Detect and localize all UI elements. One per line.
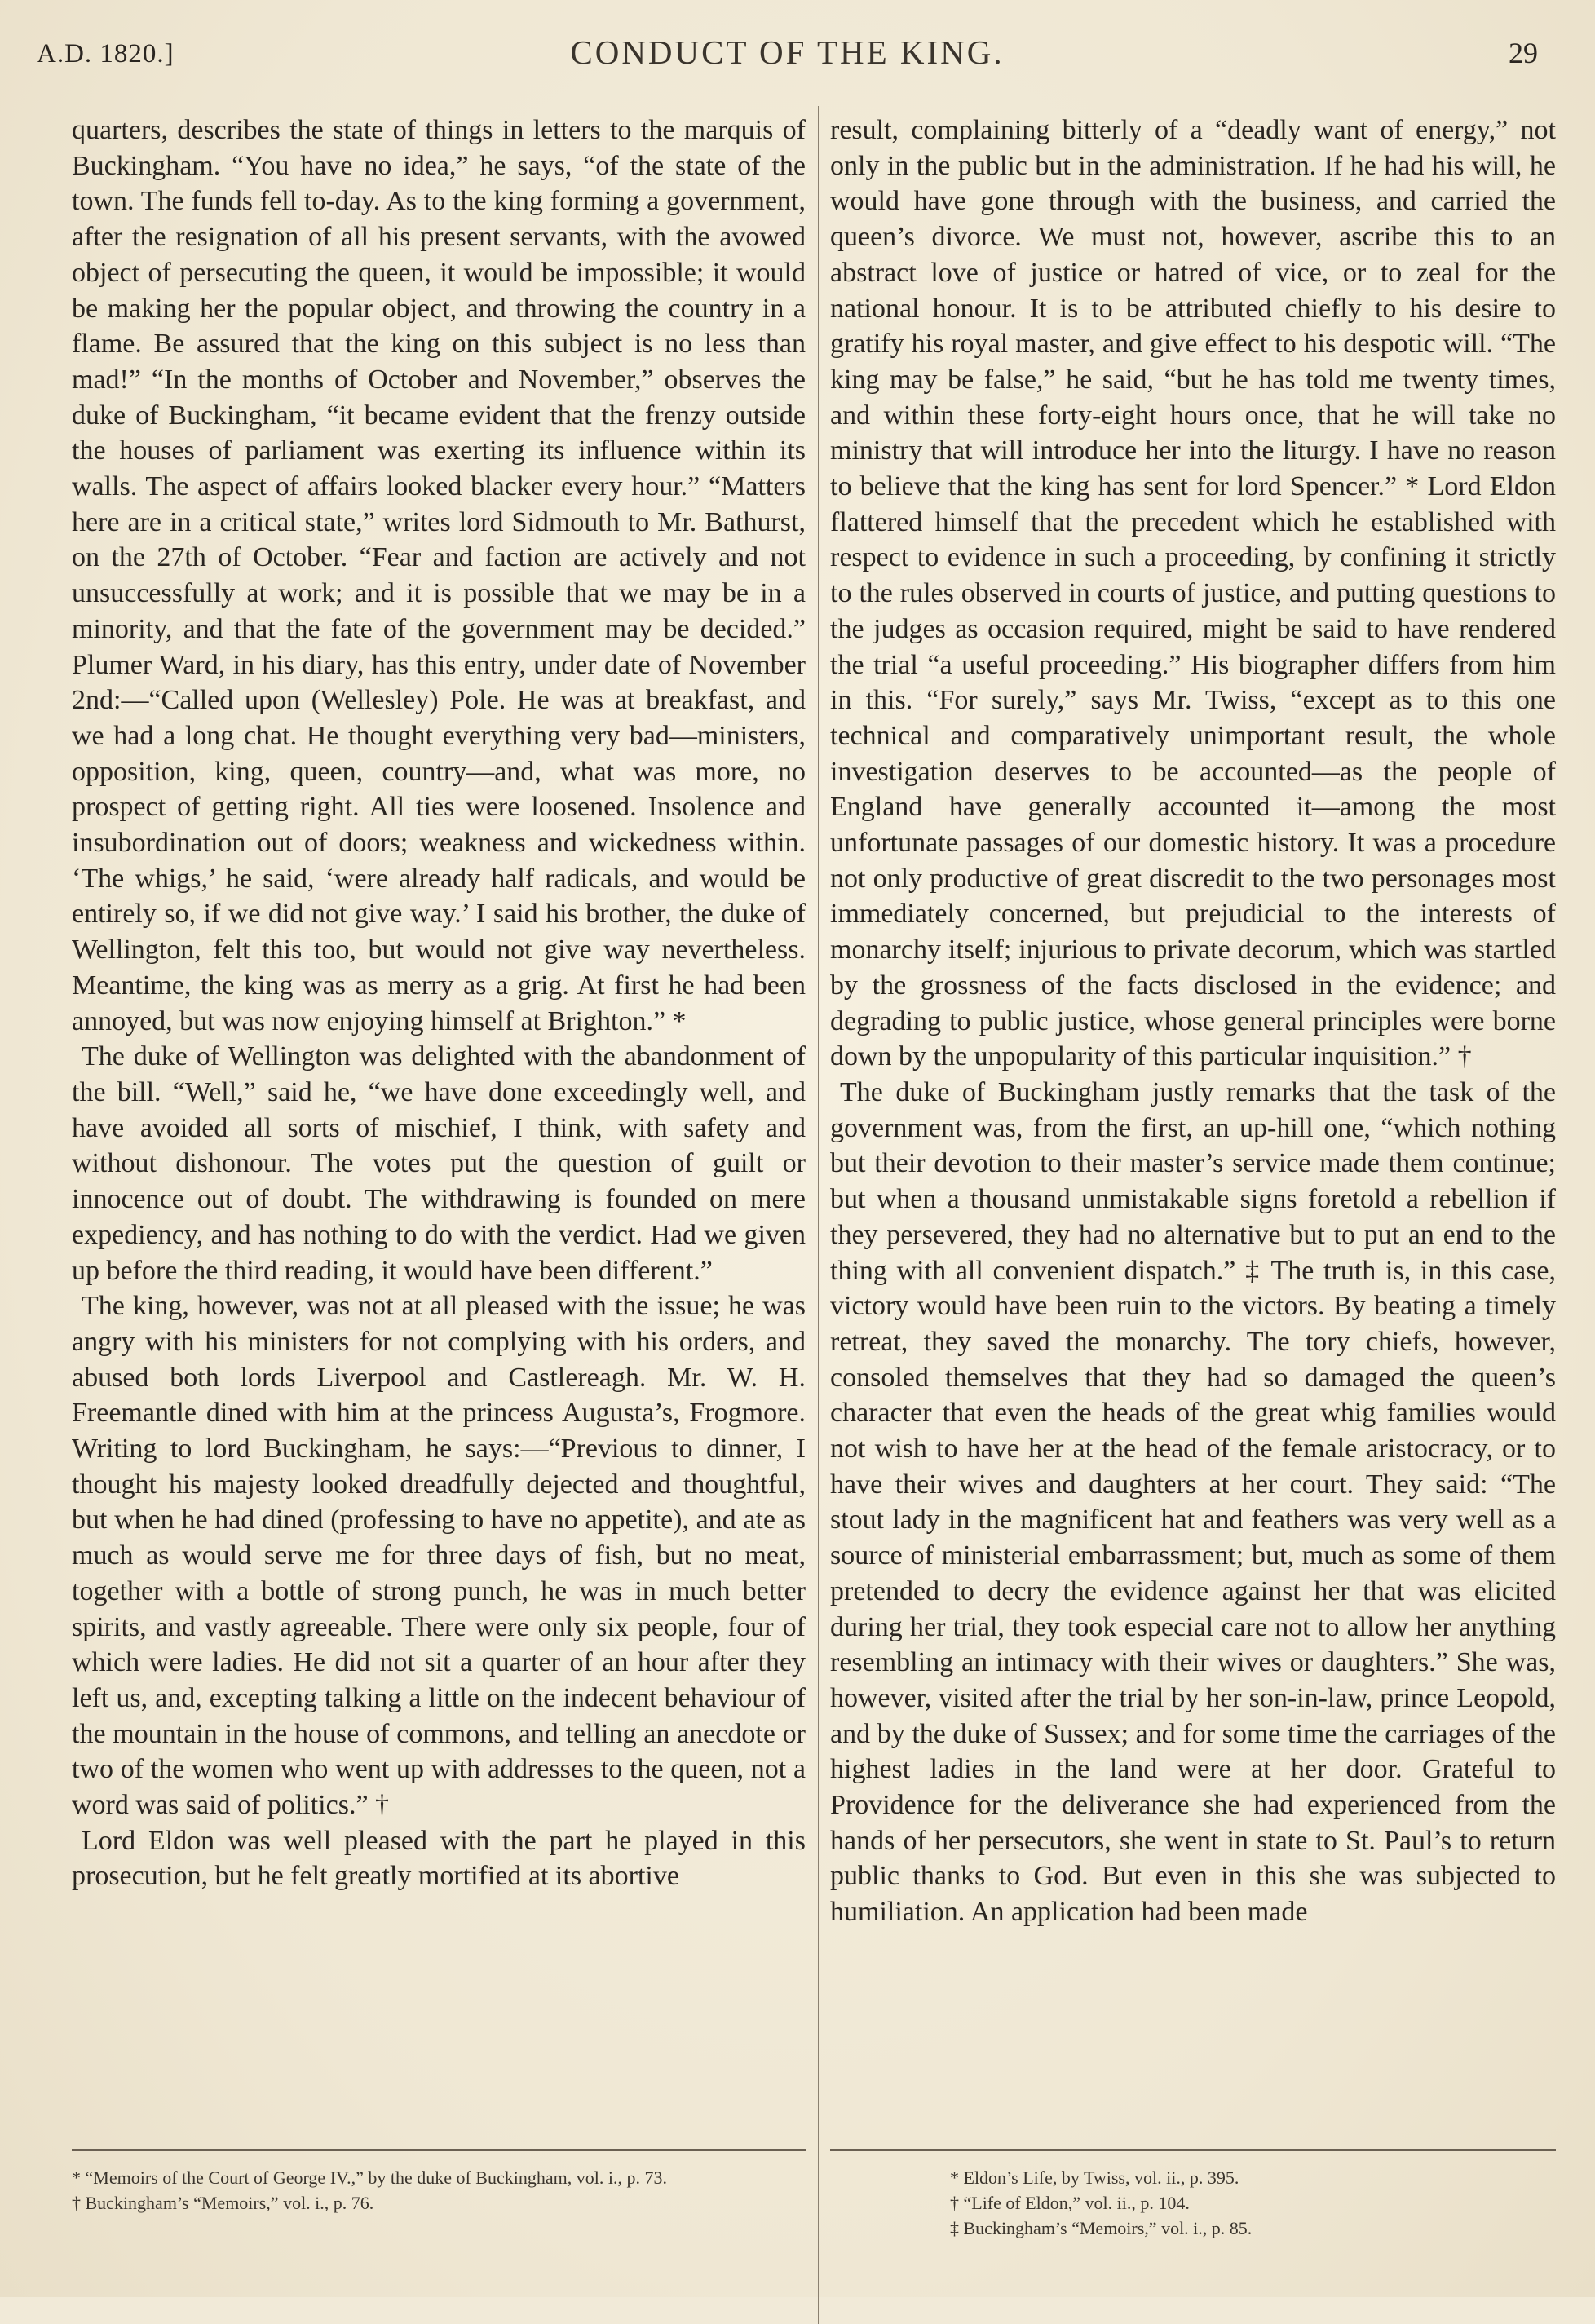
right-column [830, 113, 1556, 2138]
footnote-left-1: * “Memoirs of the Court of George IV.,” by the duke of Buckingham, vol. i., p. 73. [72, 2167, 667, 2188]
footnotes-left [72, 2165, 806, 2216]
running-header [37, 33, 1538, 82]
footnote-right-3: ‡ Buckingham’s “Memoirs,” vol. i., p. 85. [950, 2218, 1253, 2238]
header-title: CONDUCT OF THE KING. [570, 33, 1005, 71]
left-paragraph-3: The king, however, was not at all pleased with the issue; he was angry with his ministers for not complying with his orders, and abused both lords Liverpool and Castlereagh. Mr. W. H. Freemantle dined with him at the princess Augusta’s, Frogmore. Writing to lord Buckingham, he says:—“Previous to dinner, I thought his majesty looked dreadfully dejected and thoughtful, but when he had dined (professing to have no appetite), and ate as much as would serve me for three days of fish, but no meat, together with a bottle of strong punch, he was in much better spirits, and vastly agreeable. There were only six people, four of which were ladies. He did not sit a quarter of an hour after they left us, and, excepting talking a little on the indecent behaviour of the mountain in the house of commons, and telling an anecdote or two of the women who went up with addresses to the queen, not a word was said of politics.” † [72, 1291, 806, 1821]
left-column [72, 113, 806, 2138]
footnotes-right [950, 2165, 1521, 2241]
footnote-rule-right [830, 2149, 1556, 2151]
header-year: A.D. 1820.] [37, 39, 175, 68]
page-number: 29 [1509, 37, 1538, 69]
column-divider [818, 106, 819, 2324]
footnote-left-2: † Buckingham’s “Memoirs,” vol. i., p. 76. [72, 2193, 374, 2213]
footnote-right-1: * Eldon’s Life, by Twiss, vol. ii., p. 395. [950, 2167, 1239, 2188]
right-paragraph-2: The duke of Buckingham justly remarks that the task of the government was, from the first, an up-hill one, “which nothing but their devotion to their master’s service made them continue; but when a thousand unmistakable signs foretold a rebellion if they persevered, they had no alternative but to put an end to the thing with all convenient dispatch.” ‡ The truth is, in this case, victory would have been ruin to the victors. By beating a timely retreat, they saved the monarchy. The tory chiefs, however, consoled themselves that they had so damaged the queen’s character that even the heads of the great whig families would not wish to have her at the head of the female aristocracy, or to have their wives and daughters at her court. They said: “The stout lady in the magnificent hat and feathers was very well as a source of ministerial embarrassment; but, much as some of them pretended to decry the evidence against her that was elicited during her trial, they took especial care not to allow her anything resembling an intimacy with their wives or daughters.” She was, however, visited after the trial by her son-in-law, prince Leopold, and by the duke of Sussex; and for some time the carriages of the highest ladies in the land were at her door. Grateful to Providence for the deliverance she had experienced from the hands of her persecutors, she went in state to St. Paul’s to return public thanks to God. But even in this she was subjected to humiliation. An application had been made [830, 1076, 1556, 1928]
left-paragraph-4: Lord Eldon was well pleased with the part he played in this prosecution, but he felt greatly mortified at its abortive [72, 1825, 806, 1892]
footnote-right-2: † “Life of Eldon,” vol. ii., p. 104. [950, 2193, 1190, 2213]
footnote-rule-left [72, 2149, 806, 2151]
right-paragraph-1: result, complaining bitterly of a “deadly want of energy,” not only in the public but in the administration. If he had his will, he would have gone through with the business, and carried the queen’s divorce. We must not, however, ascribe this to an abstract love of justice or hatred of vice, or to zeal for the national honour. It is to be attributed chiefly to his desire to gratify his royal master, and give effect to his despotic will. “The king may be false,” he said, “but he has told me twenty times, and within these forty-eight hours once, that he will take no ministry that will introduce her into the liturgy. I have no reason to believe that the king has sent for lord Spencer.” * Lord Eldon flattered himself that the precedent which he established with respect to evidence in such a proceeding, by confining it strictly to the rules observed in courts of justice, and putting questions to the judges as occasion required, might be said to have rendered the trial “a useful proceeding.” His biographer differs from him in this. “For surely,” says Mr. Twiss, “except as to this one technical and comparatively unimportant result, the whole investigation deserves to be accounted—as the people of England have generally accounted it—among the most unfortunate passages of our domestic history. It was a procedure not only productive of great discredit to the two personages most immediately concerned, but prejudicial to the interests of monarchy itself; injurious to private decorum, which was startled by the grossness of the facts disclosed in the evidence; and degrading to public justice, whose general principles were borne down by the unpopularity of this particular inquisition.” † [830, 115, 1556, 1072]
left-paragraph-2: The duke of Wellington was delighted with the abandonment of the bill. “Well,” said he, “we have done exceedingly well, and have avoided all sorts of mischief, I think, with safety and without dishonour. The votes put the question of guilt or innocence out of doubt. The withdrawing is founded on mere expediency, and has nothing to do with the verdict. Had we given up before the third reading, it would have been different.” [72, 1041, 806, 1286]
left-paragraph-1: quarters, describes the state of things in letters to the marquis of Buckingham. “You have no idea,” he says, “of the state of the town. The funds fell to-day. As to the king forming a government, after the resignation of all his present servants, with the avowed object of persecuting the queen, it would be impossible; it would be making her the popular object, and throwing the country in a flame. Be assured that the king on this subject is no less than mad!” “In the months of October and November,” observes the duke of Buckingham, “it became evident that the frenzy outside the houses of parliament was exerting its influence within its walls. The aspect of affairs looked blacker every hour.” “Matters here are in a critical state,” writes lord Sidmouth to Mr. Bathurst, on the 27th of October. “Fear and faction are actively and not unsuccessfully at work; and it is possible that we may be in a minority, and that the fate of the government may be decided.” Plumer Ward, in his diary, has this entry, under date of November 2nd:—“Called upon (Wellesley) Pole. He was at breakfast, and we had a long chat. He thought everything very bad—ministers, opposition, king, queen, country—and, what was more, no prospect of getting right. All ties were loosened. Insolence and insubordination out of doors; weakness and wickedness within. ‘The whigs,’ he said, ‘were already half radicals, and would be entirely so, if we did not give way.’ I said his brother, the duke of Wellington, felt this too, but would not give way nevertheless. Meantime, the king was as merry as a grig. At first he had been annoyed, but was now enjoying himself at Brighton.” * [72, 115, 806, 1036]
